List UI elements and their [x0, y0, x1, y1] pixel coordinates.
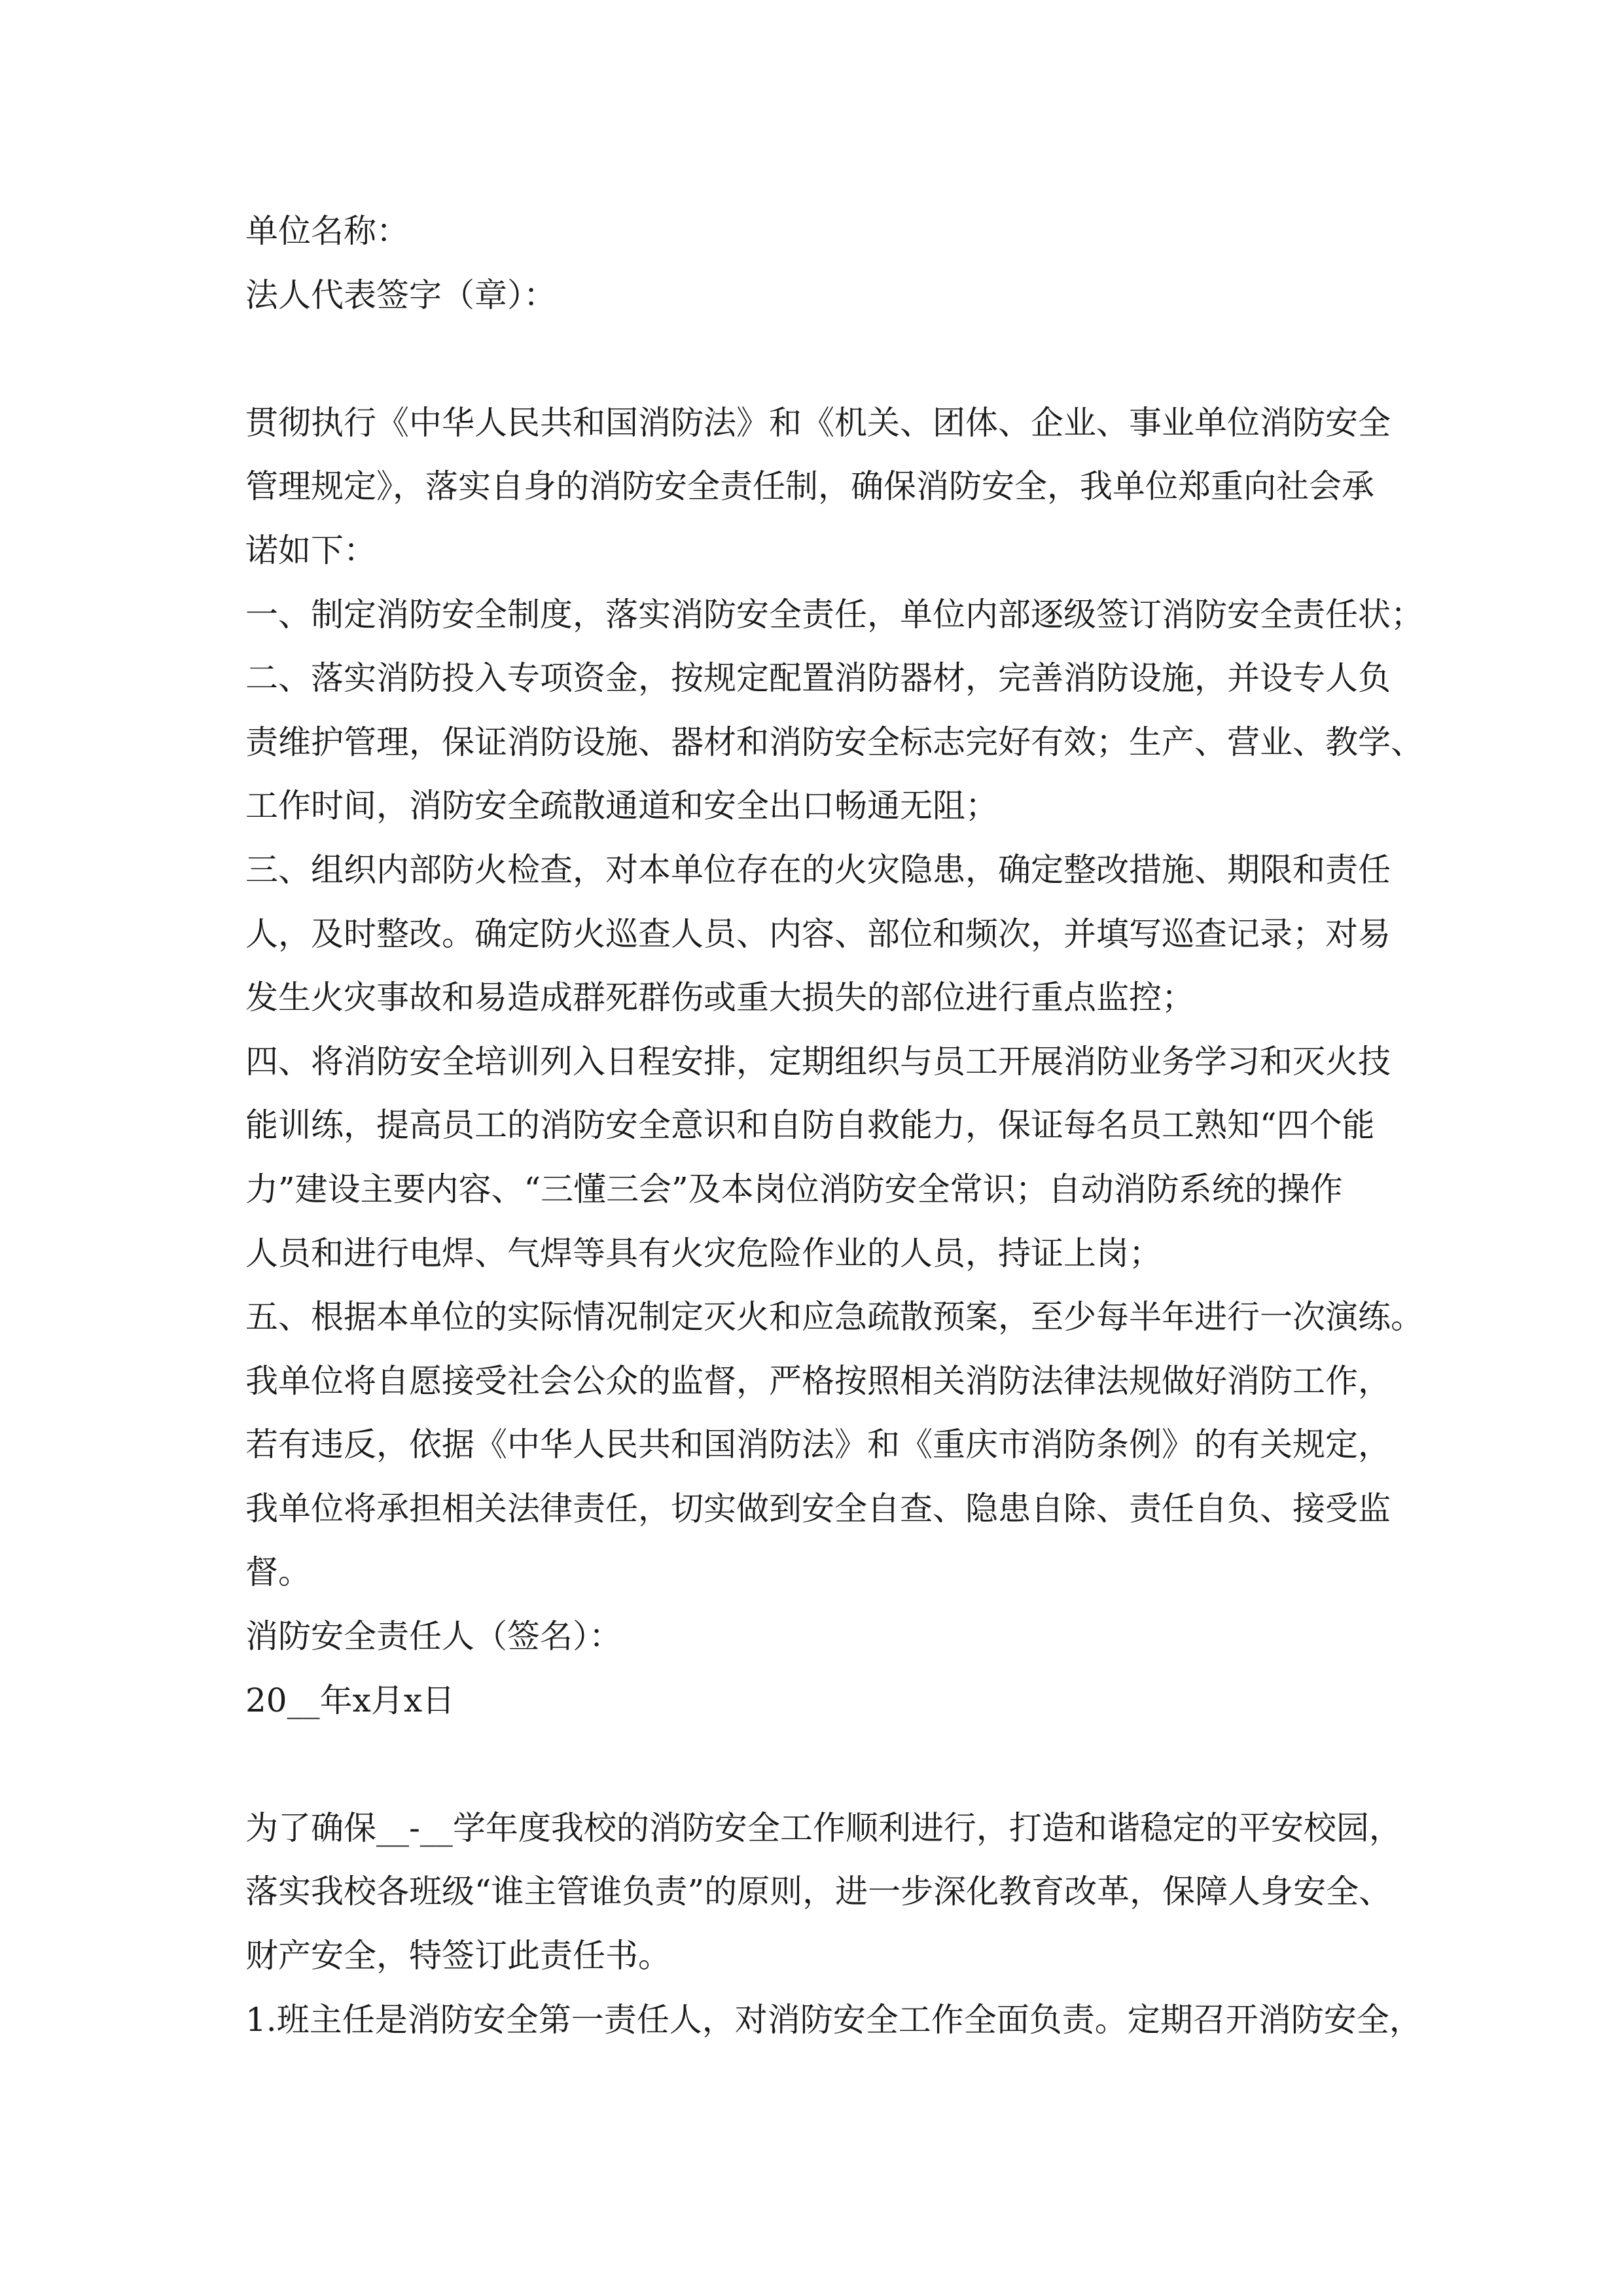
- text-line: 管理规定》，落实自身的消防安全责任制，确保消防安全，我单位郑重向社会承: [245, 467, 1374, 506]
- commitment-closing: [245, 1350, 1404, 1605]
- spacer: [245, 1732, 1404, 1797]
- text-line: 若有违反，依据《中华人民共和国消防法》和《重庆市消防条例》的有关规定，: [245, 1426, 1391, 1464]
- unit-name-label: 单位名称：: [245, 212, 409, 250]
- text-line: 财产安全，特签订此责任书。: [245, 1937, 671, 1975]
- text-line: 督。: [245, 1553, 311, 1592]
- commitment-item-5: [245, 1285, 1423, 1350]
- fire-safety-responsible-signature-label: 消防安全责任人（签名）：: [245, 1617, 622, 1656]
- text-line: 为了确保__-__学年度我校的消防安全工作顺利进行，打造和谐稳定的平安校园，: [245, 1808, 1402, 1847]
- text-line: 我单位将自愿接受社会公众的监督，严格按照相关消防法律法规做好消防工作，: [245, 1361, 1391, 1400]
- text-line: 力”建设主要内容、“三懂三会”及本岗位消防安全常识；自动消防系统的操作: [245, 1170, 1343, 1208]
- commitment-item-3: [245, 838, 1404, 1030]
- date-line: 20__年x月x日: [245, 1681, 455, 1719]
- school-responsibility-intro: [245, 1797, 1404, 1988]
- legal-rep-signature-label: 法人代表签字（章）：: [245, 276, 556, 314]
- text-line: 二、落实消防投入专项资金，按规定配置消防器材，完善消防设施，并设专人负: [245, 659, 1391, 698]
- spacer: [245, 327, 1404, 391]
- text-line: 我单位将承担相关法律责任，切实做到安全自查、隐患自除、责任自负、接受监: [245, 1489, 1391, 1528]
- text-line: 贯彻执行《中华人民共和国消防法》和《机关、团体、企业、事业单位消防安全: [245, 403, 1391, 442]
- text-line: 四、将消防安全培训列入日程安排，定期组织与员工开展消防业务学习和灭火技: [245, 1042, 1391, 1081]
- text-line: 1.班主任是消防安全第一责任人，对消防安全工作全面负责。定期召开消防安全，: [245, 2000, 1422, 2039]
- commitment-item-4: [245, 1030, 1404, 1285]
- commitment-intro: [245, 391, 1404, 583]
- text-line: 落实我校各班级“谁主管谁负责”的原则，进一步深化教育改革，保障人身安全、: [245, 1873, 1392, 1911]
- text-line: 人，及时整改。确定防火巡查人员、内容、部位和频次，并填写巡查记录；对易: [245, 914, 1391, 953]
- commitment-item-2: [245, 647, 1423, 838]
- text-line: 责维护管理，保证消防设施、器材和消防安全标志完好有效；生产、营业、教学、: [245, 723, 1423, 761]
- commitment-item-1: [245, 583, 1423, 647]
- text-line: 人员和进行电焊、气焊等具有火灾危险作业的人员，持证上岗；: [245, 1234, 1162, 1272]
- document-body: [245, 200, 1423, 2052]
- school-responsibility-item-1: [245, 1988, 1422, 2053]
- text-line: 能训练，提高员工的消防安全意识和自防自救能力，保证每名员工熟知“四个能: [245, 1106, 1375, 1145]
- text-line: 发生火灾事故和易造成群死群伤或重大损失的部位进行重点监控；: [245, 978, 1194, 1017]
- text-line: 一、制定消防安全制度，落实消防安全责任，单位内部逐级签订消防安全责任状；: [245, 595, 1423, 634]
- text-line: 五、根据本单位的实际情况制定灭火和应急疏散预案，至少每半年进行一次演练。: [245, 1298, 1423, 1336]
- text-line: 三、组织内部防火检查，对本单位存在的火灾隐患，确定整改措施、期限和责任: [245, 850, 1391, 889]
- text-line: 诺如下：: [245, 531, 376, 569]
- text-line: 工作时间，消防安全疏散通道和安全出口畅通无阻；: [245, 787, 998, 825]
